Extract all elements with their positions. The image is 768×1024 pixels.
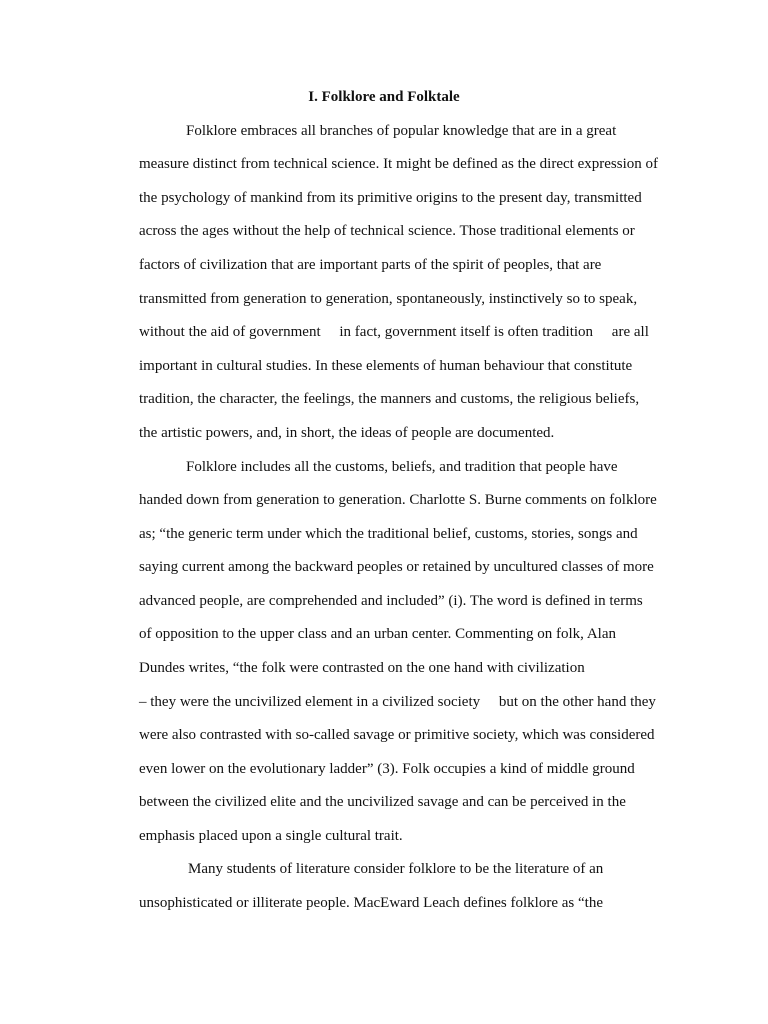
paragraph-line: Folklore includes all the customs, beliefs, and tradition that people have <box>186 459 618 475</box>
paragraph-line: even lower on the evolutionary ladder” (3). Folk occupies a kind of middle ground <box>139 761 635 777</box>
paragraph-line: saying current among the backward peoples or retained by uncultured classes of more <box>139 559 654 575</box>
paragraph-line: of opposition to the upper class and an urban center. Commenting on folk, Alan <box>139 626 616 642</box>
paragraph-line: – they were the uncivilized element in a civilized society but on the other hand they <box>139 694 656 710</box>
paragraph-line: were also contrasted with so-called savage or primitive society, which was considered <box>139 727 655 743</box>
paragraph-line: as; “the generic term under which the traditional belief, customs, stories, songs and <box>139 526 638 542</box>
paragraph-line: Dundes writes, “the folk were contrasted on the one hand with civilization <box>139 660 585 676</box>
paragraph-line: across the ages without the help of technical science. Those traditional elements or <box>139 223 635 239</box>
paragraph-line: the artistic powers, and, in short, the ideas of people are documented. <box>139 425 555 441</box>
paragraph-line: between the civilized elite and the uncivilized savage and can be perceived in the <box>139 794 626 810</box>
section-heading: I. Folklore and Folktale <box>308 89 460 105</box>
paragraph-line: handed down from generation to generation. Charlotte S. Burne comments on folklore <box>139 492 657 508</box>
paragraph-line: measure distinct from technical science. It might be defined as the direct expression of <box>139 156 658 172</box>
paragraph-line: Folklore embraces all branches of popular knowledge that are in a great <box>186 123 617 139</box>
paragraph-line: Many students of literature consider folklore to be the literature of an <box>188 861 604 877</box>
paragraph-line: without the aid of government in fact, government itself is often tradition are all <box>139 324 649 340</box>
paragraph-line: the psychology of mankind from its primitive origins to the present day, transmitted <box>139 190 642 206</box>
paragraph-line: advanced people, are comprehended and included” (i). The word is defined in terms <box>139 593 643 609</box>
paragraph-line: emphasis placed upon a single cultural trait. <box>139 828 403 844</box>
paragraph-line: transmitted from generation to generation, spontaneously, instinctively so to speak, <box>139 291 638 307</box>
paragraph-line: tradition, the character, the feelings, the manners and customs, the religious beliefs, <box>139 391 640 407</box>
paragraph-line: important in cultural studies. In these elements of human behaviour that constitute <box>139 358 633 374</box>
paragraph-line: factors of civilization that are important parts of the spirit of peoples, that are <box>139 257 602 273</box>
paragraph-line: unsophisticated or illiterate people. MacEward Leach defines folklore as “the <box>139 895 603 911</box>
